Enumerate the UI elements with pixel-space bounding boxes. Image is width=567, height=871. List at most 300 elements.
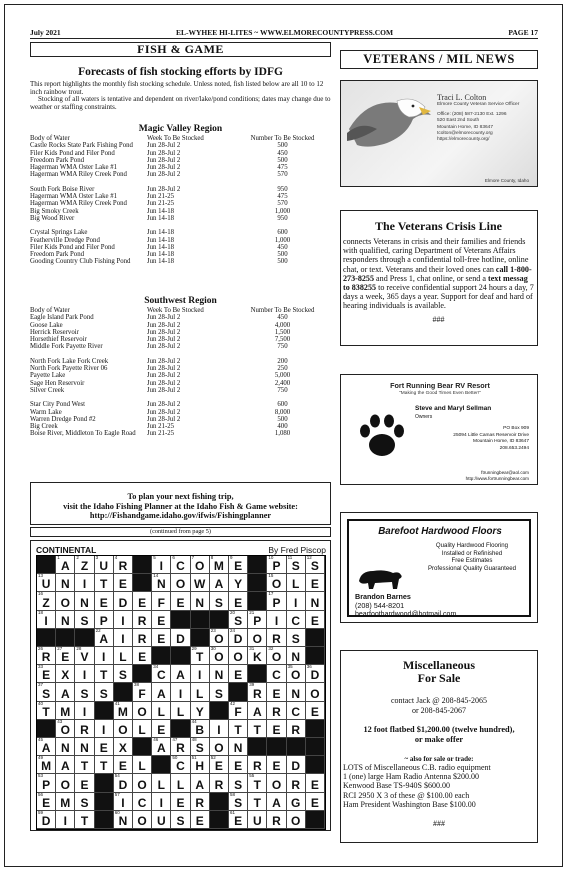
clue-number: 11: [287, 555, 293, 560]
stock-number: 600: [277, 401, 288, 409]
stock-number: 500: [277, 156, 288, 164]
crossword-black-square: [95, 793, 114, 811]
stock-number: 1,000: [274, 207, 291, 215]
crossword-cell: [133, 774, 152, 792]
clue-number: 43: [57, 718, 63, 724]
water-body: Filer Kids Pond and Filer Pond: [30, 149, 115, 157]
officer-contact-block: [437, 93, 535, 143]
crossword-letter: S: [214, 595, 223, 610]
bald-eagle-icon: [347, 89, 435, 161]
stock-number: 475: [277, 164, 288, 172]
officer-address-1: 520 East 2nd South: [437, 118, 480, 124]
crossword-black-square: [171, 720, 190, 738]
crossword-letter: S: [234, 613, 243, 628]
crossword-cell: [56, 702, 75, 720]
crossword-cell: [248, 647, 267, 665]
crossword-black-square: [133, 574, 152, 592]
continued-note: (continued from page 5): [30, 527, 331, 537]
crossword-letter: L: [176, 777, 185, 792]
crossword-cell: [95, 574, 114, 592]
table-row: [30, 322, 330, 329]
crossword-black-square: [248, 556, 267, 574]
stock-week: Jun 28-Jul 2: [147, 408, 181, 416]
crisis-text-2: and Press 1, chat online, or send a: [374, 273, 488, 283]
crossword-black-square: [152, 647, 171, 665]
crossword-cell: [95, 611, 114, 629]
crossword-letter: O: [60, 595, 70, 610]
crossword-cell: [56, 574, 75, 592]
clue-number: 3: [95, 555, 99, 560]
clue-number: 21: [249, 609, 255, 615]
crossword-letter: G: [291, 795, 301, 810]
crossword-cell: [171, 665, 190, 683]
crossword-cell: [229, 720, 248, 738]
page-header: [30, 28, 538, 39]
stock-number: 450: [277, 149, 288, 157]
stock-week: Jun 28-Jul 2: [147, 379, 181, 387]
crossword-cell: [287, 720, 306, 738]
stock-week: Jun 14-18: [147, 258, 174, 266]
crossword-letter: S: [291, 632, 300, 646]
crossword-cell: [75, 647, 94, 665]
crossword-letter: E: [42, 795, 51, 810]
crossword-letter: O: [291, 668, 301, 683]
crossword-cell: [267, 556, 286, 574]
crossword-letter: T: [100, 577, 108, 592]
crossword-letter: I: [44, 613, 48, 628]
crossword-cell: [37, 756, 56, 774]
crossword-letter: A: [60, 759, 70, 774]
crossword-cell: [229, 811, 248, 829]
group-spacer: [30, 394, 330, 401]
water-body: Big Smoky Creek: [30, 207, 79, 215]
crossword-cell: [75, 811, 94, 829]
crossword-cell: [75, 702, 94, 720]
crossword-cell: [133, 756, 152, 774]
clue-number: 57: [114, 791, 120, 797]
crossword-letter: F: [234, 704, 242, 719]
planner-line-2: visit the Idaho Fishing Planner at the Idaho Fish & Game website:: [63, 501, 298, 511]
crossword-letter: T: [253, 777, 261, 792]
crossword-cell: [229, 756, 248, 774]
crossword-puzzle: [30, 540, 331, 831]
stock-week: Jun 21-25: [147, 430, 174, 438]
table-row: [30, 237, 330, 244]
crossword-black-square: [171, 647, 190, 665]
crossword-cell: [37, 702, 56, 720]
crossword-letter: I: [63, 814, 67, 828]
crossword-letter: I: [198, 668, 202, 683]
crossword-letter: E: [157, 613, 166, 628]
crossword-cell: [171, 738, 190, 756]
water-body: North Fork Lake Fork Creek: [30, 357, 109, 365]
crossword-cell: [152, 774, 171, 792]
table-row: [30, 365, 330, 372]
planner-line-1: To plan your next fishing trip,: [127, 492, 234, 501]
clue-number: 54: [114, 773, 120, 779]
crossword-letter: E: [157, 632, 166, 646]
officer-email[interactable]: tcolton@elmorecounty.org: [437, 130, 493, 136]
crossword-letter: O: [271, 650, 282, 665]
crossword-cell: [248, 793, 267, 811]
stock-number: 1,080: [274, 430, 291, 438]
crossword-letter: S: [234, 795, 243, 810]
crossword-letter: E: [157, 723, 166, 737]
clue-number: 41: [114, 700, 120, 706]
crossword-cell: [114, 629, 133, 647]
officer-website[interactable]: https://elmorecounty.org/: [437, 137, 490, 143]
bear-ad-web: [466, 470, 529, 482]
crisis-end-mark: ###: [432, 314, 445, 324]
crossword-cell: [114, 665, 133, 683]
crossword-cell: [248, 811, 267, 829]
crossword-letter: S: [42, 686, 51, 701]
crossword-letter: R: [291, 723, 301, 737]
crossword-cell: [37, 611, 56, 629]
crossword-letter: N: [310, 595, 320, 610]
crossword-black-square: [210, 611, 229, 629]
crossword-cell: [37, 574, 56, 592]
stock-week: Jun 28-Jul 2: [147, 185, 181, 193]
crossword-black-square: [95, 702, 114, 720]
water-body: Body of Water: [30, 307, 70, 314]
table-row: [30, 200, 330, 207]
water-body: Goose Lake: [30, 321, 63, 329]
misc-for-sale-box: [340, 650, 538, 843]
stock-week: Jun 28-Jul 2: [147, 386, 181, 394]
crossword-cell: [267, 592, 286, 610]
crossword-cell: [248, 756, 267, 774]
clue-number: 27: [57, 646, 63, 651]
misc-contact-2: or 208-845-2067: [412, 705, 466, 715]
crossword-title: CONTINENTAL: [36, 545, 97, 555]
officer-title: Elmore County Veteran Service Officer: [437, 102, 520, 107]
misc-item: 1 (one) large Ham Radio Antenna $200.00: [343, 772, 480, 782]
clue-number: 10: [268, 555, 274, 560]
misc-offer-2: or make offer: [414, 735, 464, 744]
crossword-black-square: [95, 811, 114, 829]
crossword-letter: N: [156, 577, 166, 592]
stock-week: Jun 28-Jul 2: [147, 328, 181, 336]
crossword-letter: E: [272, 723, 281, 737]
crossword-cell: [210, 720, 229, 738]
crossword-cell: [248, 629, 267, 647]
crossword-cell: [306, 665, 325, 683]
clue-number: 31: [249, 646, 255, 651]
crossword-cell: [114, 738, 133, 756]
crossword-cell: [171, 756, 190, 774]
crossword-letter: E: [138, 595, 147, 610]
clue-number: 56: [38, 791, 44, 797]
bear-website[interactable]: http://www.fortrunningbear.com: [465, 475, 529, 481]
intro-paragraph-1: This report highlights the monthly fish stocking schedule. Unless noted, fish listed below are all 10 to 12 inch rainbow trout.: [30, 80, 324, 96]
crossword-black-square: [210, 793, 229, 811]
crossword-letter: T: [253, 795, 261, 810]
table-row: [30, 423, 330, 430]
crossword-cell: [37, 811, 56, 829]
crossword-cell: [114, 647, 133, 665]
bear-ad-slogan: "Making the Good Times Even Better!": [399, 391, 481, 396]
stock-week: Jun 14-18: [147, 229, 174, 237]
crossword-cell: [171, 702, 190, 720]
crossword-cell: [210, 592, 229, 610]
clue-number: 35: [287, 664, 293, 670]
crossword-cell: [287, 556, 306, 574]
crossword-cell: [210, 647, 229, 665]
clue-number: 29: [191, 646, 197, 651]
clue-number: 50: [172, 755, 178, 761]
barefoot-line-2: Installed or Refinished: [441, 549, 503, 557]
clue-number: 46: [153, 737, 159, 742]
crossword-cell: [229, 774, 248, 792]
stock-number: 500: [277, 251, 288, 259]
crossword-letter: M: [60, 795, 71, 810]
misc-item: Ham President Washington Base $100.00: [343, 799, 476, 809]
veteran-service-officer-card: [340, 80, 538, 187]
table-row: [30, 343, 330, 350]
table-row: [30, 164, 330, 171]
crossword-cell: [152, 629, 171, 647]
crossword-black-square: [287, 738, 306, 756]
clue-number: 23: [210, 627, 216, 633]
barefoot-ad-name: Barefoot Hardwood Floors: [378, 526, 502, 537]
crossword-cell: [152, 574, 171, 592]
crossword-cell: [56, 811, 75, 829]
crossword-cell: [267, 574, 286, 592]
crossword-black-square: [114, 683, 133, 701]
crossword-cell: [75, 611, 94, 629]
barefoot-email[interactable]: bearfoothardwood@hotmail.com: [355, 611, 457, 618]
table-row: [30, 387, 330, 394]
water-body: Crystal Springs Lake: [30, 229, 88, 237]
crossword-cell: [229, 647, 248, 665]
crossword-cell: [114, 756, 133, 774]
crossword-letter: S: [80, 686, 89, 701]
crossword-letter: I: [159, 795, 163, 810]
stock-number: Number To Be Stocked: [250, 135, 315, 142]
crossword-letter: I: [121, 613, 125, 628]
water-body: Sage Hen Reservoir: [30, 379, 85, 387]
crossword-letter: E: [272, 686, 281, 701]
planner-url[interactable]: http://Fishandgame.idaho.gov/ifwis/Fishingplanner: [89, 511, 272, 520]
crossword-black-square: [210, 811, 229, 829]
crossword-letter: O: [195, 559, 205, 574]
water-body: Warm Lake: [30, 408, 62, 416]
crossword-cell: [171, 793, 190, 811]
crossword-letter: O: [118, 723, 128, 737]
stock-number: 1,000: [274, 236, 291, 244]
crossword-black-square: [133, 556, 152, 574]
bear-addr-3: Mountain Home, ID 83647: [473, 439, 529, 445]
crossword-cell: [229, 793, 248, 811]
crossword-letter: P: [272, 595, 281, 610]
barefoot-line-3: Free Estimates: [451, 557, 493, 565]
water-body: Warren Dredge Pond #2: [30, 415, 96, 423]
clue-number: 28: [76, 646, 82, 651]
crossword-cell: [287, 574, 306, 592]
crossword-cell: [56, 774, 75, 792]
table-row: [30, 314, 330, 321]
crossword-cell: [267, 611, 286, 629]
crossword-letter: E: [310, 577, 319, 592]
crossword-cell: [114, 811, 133, 829]
crossword-cell: [95, 556, 114, 574]
crossword-cell: [210, 738, 229, 756]
water-body: Big Wood River: [30, 214, 75, 222]
water-body: Featherville Dredge Pond: [30, 236, 100, 244]
crossword-cell: [75, 683, 94, 701]
crossword-author: By Fred Piscop: [268, 545, 326, 555]
officer-phone: Office: (208) 587-2130 Ext. 1296: [437, 112, 507, 118]
crisis-text-3: to receive confidential support 24 hours a day, 7 days a week, 365 days a year. Support for deaf and hard of hearing individuals is available.: [343, 283, 534, 311]
crossword-cell: [267, 647, 286, 665]
officer-name: Traci L. Colton: [437, 93, 487, 102]
crossword-grid: [36, 555, 326, 830]
clue-number: 59: [38, 809, 44, 815]
table-row: [30, 430, 330, 437]
crossword-letter: A: [272, 795, 281, 810]
crossword-cell: [287, 811, 306, 829]
group-spacer: [30, 351, 330, 358]
clue-number: 2: [76, 555, 79, 560]
crossword-letter: R: [41, 650, 51, 665]
crossword-letter: E: [42, 668, 51, 683]
header-date: July 2021: [30, 28, 61, 37]
crossword-letter: O: [271, 577, 282, 592]
water-body: Hagerman WMA Riley Creek Pond: [30, 171, 127, 179]
stock-number: 950: [277, 185, 288, 193]
crossword-letter: S: [99, 686, 108, 701]
crossword-cell: [267, 702, 286, 720]
clue-number: 17: [268, 591, 274, 597]
stock-week: Jun 28-Jul 2: [147, 171, 181, 179]
crossword-letter: N: [195, 595, 205, 610]
crossword-cell: [267, 811, 286, 829]
crossword-letter: I: [82, 668, 87, 683]
crossword-cell: [56, 720, 75, 738]
bear-email[interactable]: ftrunningbear@aol.com: [481, 470, 529, 475]
crossword-cell: [191, 811, 210, 829]
table-row: [30, 258, 330, 265]
table-header-row: [30, 307, 330, 314]
crossword-cell: [306, 574, 325, 592]
crossword-black-square: [152, 756, 171, 774]
crossword-cell: [210, 556, 229, 574]
crossword-cell: [75, 774, 94, 792]
crossword-letter: O: [137, 704, 147, 719]
crossword-letter: A: [195, 777, 205, 792]
crossword-cell: [248, 774, 267, 792]
crossword-cell: [75, 556, 94, 574]
crossword-letter: R: [272, 632, 281, 646]
table-row: [30, 401, 330, 408]
crossword-cell: [306, 702, 325, 720]
water-body: Castle Rocks State Park Fishing Pond: [30, 142, 133, 150]
crossword-cell: [210, 574, 229, 592]
stock-week: Jun 14-18: [147, 214, 174, 222]
clue-number: 55: [249, 773, 255, 779]
crossword-cell: [133, 647, 152, 665]
crossword-cell: [152, 665, 171, 683]
crossword-cell: [287, 756, 306, 774]
forecast-intro: [30, 81, 331, 111]
crossword-black-square: [95, 774, 114, 792]
bear-ad-name: Fort Running Bear RV Resort: [390, 381, 490, 390]
crossword-cell: [191, 774, 210, 792]
stock-number: 500: [277, 258, 288, 266]
water-body: Filer Kids Pond and Filer Pond: [30, 243, 115, 251]
crossword-letter: E: [234, 759, 243, 774]
crossword-cell: [75, 574, 94, 592]
crossword-letter: O: [137, 777, 147, 792]
crossword-black-square: [306, 720, 325, 738]
crossword-black-square: [306, 756, 325, 774]
clue-number: 4: [114, 555, 118, 560]
crossword-letter: Y: [195, 704, 204, 719]
clue-number: 60: [114, 809, 120, 815]
crossword-letter: E: [234, 668, 243, 683]
crossword-letter: D: [233, 632, 243, 646]
crossword-letter: E: [234, 559, 243, 574]
crossword-cell: [210, 665, 229, 683]
crossword-letter: H: [195, 759, 205, 774]
crossword-cell: [95, 647, 114, 665]
crossword-letter: L: [292, 577, 300, 592]
misc-subtitle: ~ also for sale or trade:: [404, 755, 474, 763]
crossword-cell: [75, 592, 94, 610]
southwest-stocking-table: [30, 307, 330, 438]
stock-week: Jun 21-25: [147, 200, 174, 208]
crossword-cell: [191, 793, 210, 811]
crossword-letter: E: [234, 814, 243, 828]
crossword-cell: [133, 683, 152, 701]
stock-number: 5,000: [274, 372, 291, 380]
crossword-cell: [287, 774, 306, 792]
crossword-letter: D: [176, 632, 185, 646]
crossword-letter: R: [176, 741, 185, 756]
crossword-cell: [114, 592, 133, 610]
clue-number: 14: [153, 573, 159, 579]
crossword-cell: [267, 629, 286, 647]
crossword-letter: L: [196, 686, 204, 701]
clue-number: 12: [306, 555, 312, 560]
crossword-letter: X: [118, 741, 127, 756]
stock-week: Jun 14-18: [147, 251, 174, 259]
clue-number: 24: [230, 627, 236, 633]
crossword-letter: S: [80, 795, 89, 810]
crossword-letter: E: [310, 704, 319, 719]
crossword-letter: D: [291, 759, 301, 774]
crossword-cell: [152, 793, 171, 811]
crossword-black-square: [267, 738, 286, 756]
crossword-cell: [191, 756, 210, 774]
table-row: [30, 208, 330, 215]
crossword-letter: C: [176, 759, 185, 774]
crossword-black-square: [133, 738, 152, 756]
crossword-cell: [152, 720, 171, 738]
crossword-cell: [56, 665, 75, 683]
clue-number: 18: [38, 609, 44, 615]
crossword-letter: N: [214, 668, 224, 683]
crossword-cell: [306, 793, 325, 811]
clue-number: 15: [268, 573, 274, 579]
stock-number: 570: [277, 200, 288, 208]
crossword-letter: N: [80, 595, 89, 610]
clue-number: 61: [230, 809, 236, 815]
crossword-cell: [114, 774, 133, 792]
crossword-cell: [248, 702, 267, 720]
crossword-cell: [114, 556, 133, 574]
